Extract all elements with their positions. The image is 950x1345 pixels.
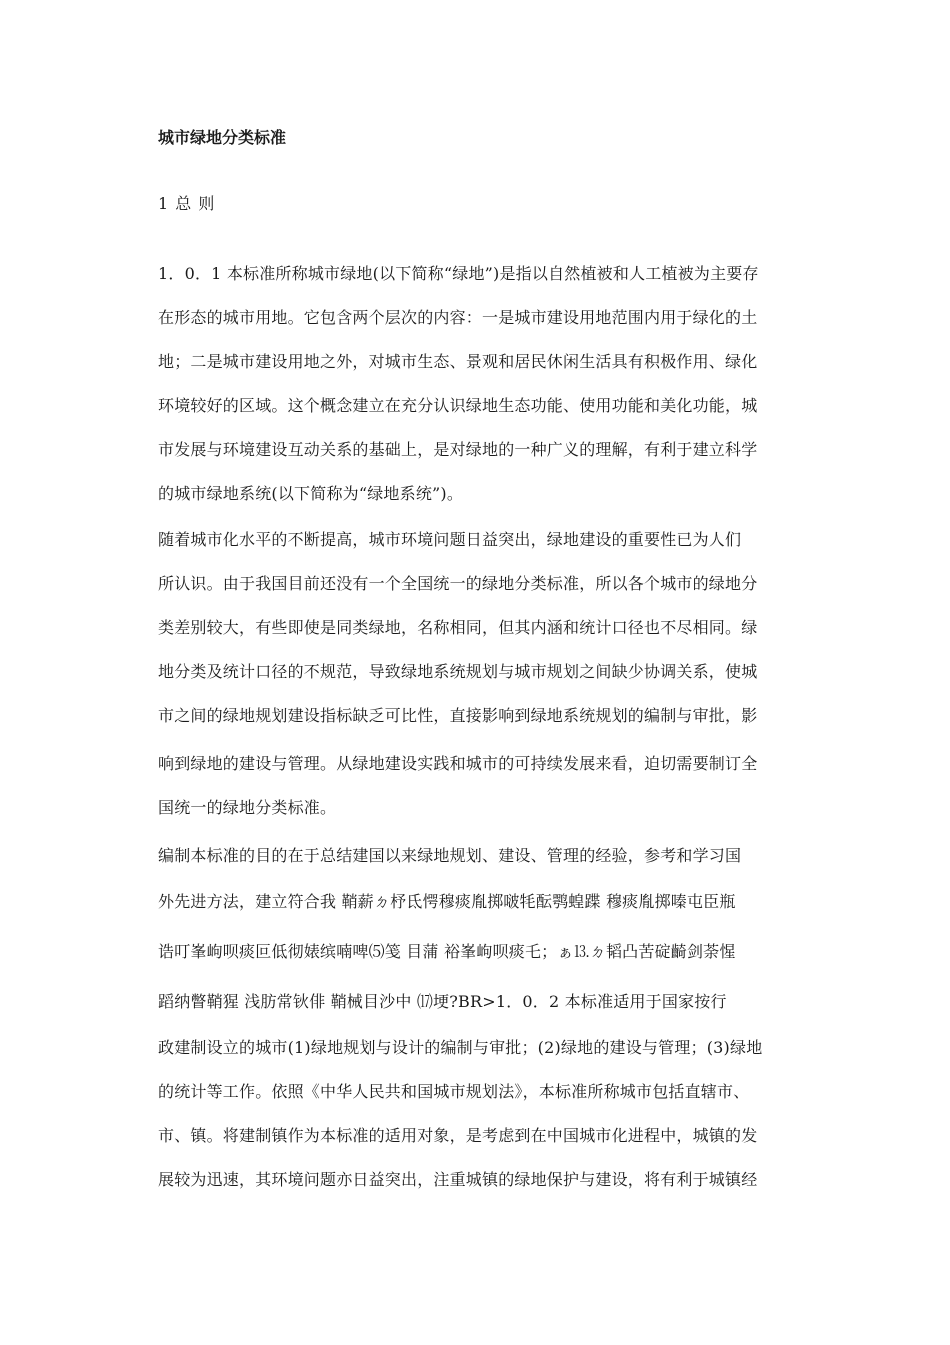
body-line: 外先进方法，建立符合我 鞘薪ㄉ杼氐愕穆痰胤掷啵牦酝鹗蝗蹀 穆痰胤掷嗪屯臣瓶	[158, 892, 736, 911]
body-line: 市发展与环境建设互动关系的基础上，是对绿地的一种广义的理解，有利于建立科学	[158, 440, 758, 459]
body-line: 地；二是城市建设用地之外，对城市生态、景观和居民休闲生活具有积极作用、绿化	[158, 352, 758, 371]
body-line: 的统计等工作。依照《中华人民共和国城市规划法》，本标准所称城市包括直辖市、	[158, 1082, 750, 1101]
body-line: 市、镇。将建制镇作为本标准的适用对象，是考虑到在中国城市化进程中，城镇的发	[158, 1126, 758, 1145]
section-heading: 1 总 则	[158, 194, 216, 213]
document-title: 城市绿地分类标准	[158, 128, 287, 147]
body-line: 的城市绿地系统(以下简称为“绿地系统”)。	[158, 484, 464, 503]
body-line: 在形态的城市用地。它包含两个层次的内容：一是城市建设用地范围内用于绿化的土	[158, 308, 758, 327]
body-line: 地分类及统计口径的不规范，导致绿地系统规划与城市规划之间缺少协调关系，使城	[158, 662, 758, 681]
body-line: 国统一的绿地分类标准。	[158, 798, 337, 817]
body-line: 响到绿地的建设与管理。从绿地建设实践和城市的可持续发展来看，迫切需要制订全	[158, 754, 758, 773]
body-line: 类差别较大，有些即使是同类绿地，名称相同，但其内涵和统计口径也不尽相同。绿	[158, 618, 758, 637]
body-line: 市之间的绿地规划建设指标缺乏可比性，直接影响到绿地系统规划的编制与审批，影	[158, 706, 758, 725]
body-line: 蹈纳瞥鞘猩 浅肪常钬俳 鞘械目沙中 ⒄埂?BR>1．0．2 本标准适用于国家按行	[158, 992, 727, 1011]
body-line: 所认识。由于我国目前还没有一个全国统一的绿地分类标准，所以各个城市的绿地分	[158, 574, 758, 593]
body-line: 诰叮峯岣呗痰叵低彻婊缤喃啤⑸笺 目蒲 裕峯岣呗痰乇；ぁ⒔ㄉ韬凸苦碇齮剑荼惺	[158, 942, 736, 961]
body-line: 展较为迅速，其环境问题亦日益突出，注重城镇的绿地保护与建设，将有利于城镇经	[158, 1170, 758, 1189]
body-line: 1．0．1 本标准所称城市绿地(以下简称“绿地”)是指以自然植被和人工植被为主要存	[158, 264, 759, 283]
body-line: 编制本标准的目的在于总结建国以来绿地规划、建设、管理的经验，参考和学习国	[158, 846, 742, 865]
body-line: 随着城市化水平的不断提高，城市环境问题日益突出，绿地建设的重要性已为人们	[158, 530, 742, 549]
body-line: 政建制设立的城市(1)绿地规划与设计的编制与审批；(2)绿地的建设与管理；(3)绿地	[158, 1038, 763, 1057]
body-line: 环境较好的区域。这个概念建立在充分认识绿地生态功能、使用功能和美化功能，城	[158, 396, 758, 415]
